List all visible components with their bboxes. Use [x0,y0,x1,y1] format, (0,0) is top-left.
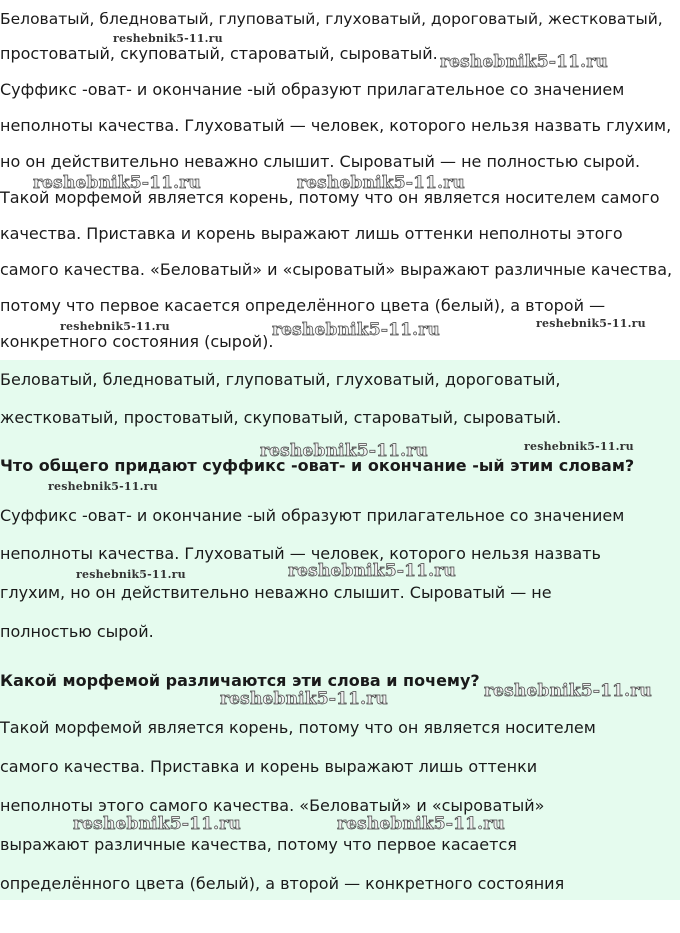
watermark: reshebnik5-11.ru [33,173,201,193]
watermark: reshebnik5-11.ru [76,568,186,581]
watermark: reshebnik5-11.ru [260,441,428,461]
answer-line: полностью сырой. [0,622,154,641]
text-line: конкретного состояния (сырой). [0,332,274,351]
word-list-line: жестковатый, простоватый, скуповатый, староватый, сыроватый. [0,408,562,427]
watermark: reshebnik5-11.ru [288,561,456,581]
text-line: Такой морфемой является корень, потому что он является носителем самого [0,188,660,207]
watermark: reshebnik5-11.ru [337,814,505,834]
watermark: reshebnik5-11.ru [297,173,465,193]
answer-line: Такой морфемой является корень, потому что он является носителем [0,718,596,737]
watermark: reshebnik5-11.ru [484,681,652,701]
answer-line: неполноты этого самого качества. «Беловатый» и «сыроватый» [0,796,545,815]
watermark: reshebnik5-11.ru [272,320,440,340]
watermark: reshebnik5-11.ru [60,320,170,333]
text-line: простоватый, скуповатый, староватый, сыроватый. [0,44,438,63]
text-line: неполноты качества. Глуховатый — человек, которого нельзя назвать глухим, [0,116,672,135]
watermark: reshebnik5-11.ru [524,440,634,453]
word-list-line: Беловатый, бледноватый, глуповатый, глуховатый, дороговатый, [0,370,561,389]
text-line: качества. Приставка и корень выражают лишь оттенки неполноты этого [0,224,623,243]
answer-line: выражают различные качества, потому что первое касается [0,835,517,854]
watermark: reshebnik5-11.ru [220,689,388,709]
watermark: reshebnik5-11.ru [113,32,223,45]
text-line: потому что первое касается определённого цвета (белый), а второй — [0,296,606,315]
watermark: reshebnik5-11.ru [48,480,158,493]
answer-line: Суффикс -оват- и окончание -ый образуют прилагательное со значением [0,506,625,525]
answer-line: самого качества. Приставка и корень выражают лишь оттенки [0,757,538,776]
watermark: reshebnik5-11.ru [73,814,241,834]
answer-line: неполноты качества. Глуховатый — человек, которого нельзя назвать [0,544,601,563]
answer-line: глухим, но он действительно неважно слышит. Сыроватый — не [0,583,552,602]
answer-line: определённого цвета (белый), а второй — конкретного состояния [0,874,565,893]
text-line: самого качества. «Беловатый» и «сыроватый» выражают различные качества, [0,260,673,279]
text-line: но он действительно неважно слышит. Сыроватый — не полностью сырой. [0,152,641,171]
watermark: reshebnik5-11.ru [440,52,608,72]
question-heading: Что общего придают суффикс -оват- и окончание -ый этим словам? [0,456,635,475]
watermark: reshebnik5-11.ru [536,317,646,330]
text-line: Суффикс -оват- и окончание -ый образуют прилагательное со значением [0,80,625,99]
text-line: Беловатый, бледноватый, глуповатый, глуховатый, дороговатый, жестковатый, [0,10,663,28]
question-heading: Какой морфемой различаются эти слова и почему? [0,671,480,690]
